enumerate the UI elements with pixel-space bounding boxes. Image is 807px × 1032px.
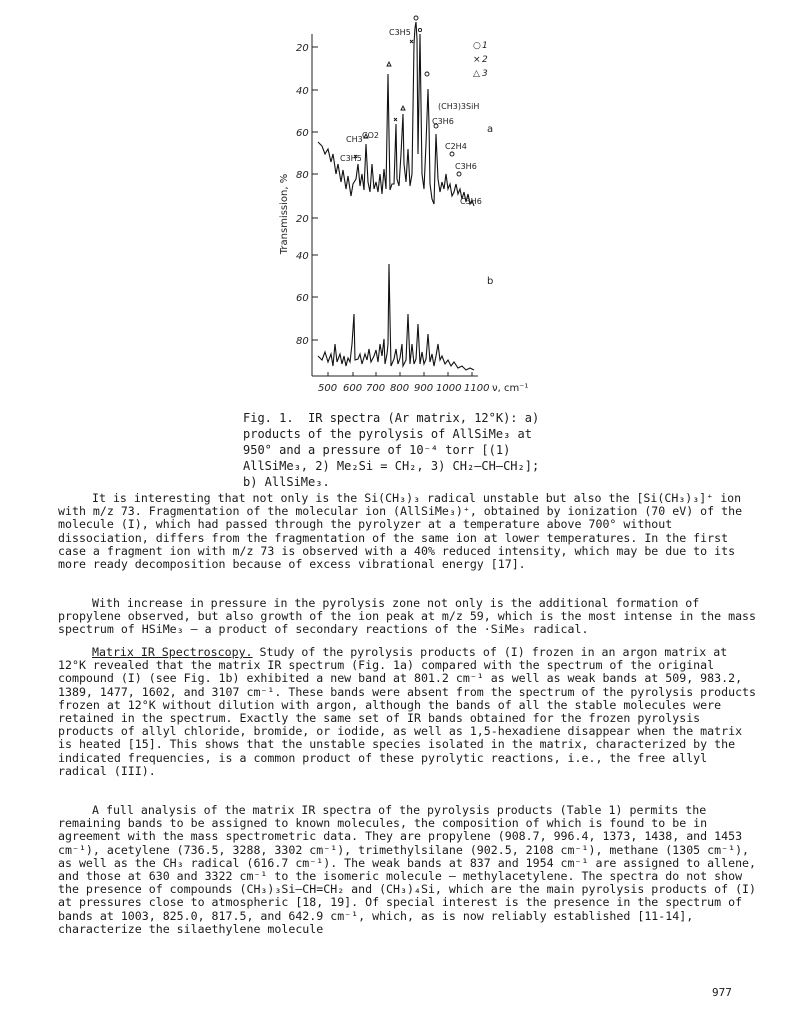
paragraph-2 [58, 597, 758, 637]
legend [473, 41, 488, 79]
paragraph-text: It is interesting that not only is the Si(CH₃)₃ radical unstable but also the [Si(CH₃)₃]⁺ ion with m/z 73. Fragmentation of the molecular ion (AllSiMe₃)⁺, obtained by ionization (70 eV) of the molecule (I), which had passed through the pyrolyzer at a temperature above 700° without dissociation, differs from the fragmentation of the same ion at lower temperatures. In the first case a fragment ion with m/z 73 is observed with a 40% reduced intensity, which may be due to its more ready decomposition because of excess vibrational energy [17]. [58, 491, 743, 572]
x-axis-unit: ν, cm⁻¹ [492, 383, 529, 394]
species-label: C3H6 [455, 162, 477, 171]
ir-spectra-figure [270, 14, 600, 406]
paragraph-4 [58, 804, 758, 936]
y-ticks [312, 47, 318, 340]
paragraph-text: A full analysis of the matrix IR spectra of the pyrolysis products (Table 1) permits the remaining bands to be assigned to known molecules, the composition of which is found to be in agreement with the mass spectrometric data. They are propylene (908.7, 996.4, 1373, 1438, and 1453 cm⁻¹), acetylene (736.5, 3288, 3302 cm⁻¹), trimethylsilane (902.5, 2108 cm⁻¹), methane (1305 cm⁻¹), as well as the CH₃ radical (616.7 cm⁻¹). The weak bands at 837 and 1954 cm⁻¹ are assigned to allene, and those at 630 and 3322 cm⁻¹ to the isomeric molecule — methylacetylene. The spectra do not show the presence of compounds (CH₃)₃Si—CH=CH₂ and (CH₃)₄Si, which are the main pyrolysis products of (I) at pressures close to atmospheric [18, 19]. Of special interest is the presence in the spectrum of bands at 1003, 825.0, 817.5, and 642.9 cm⁻¹, which, as is now reliably established [11-14], characterize the silaethylene molecule [58, 803, 757, 936]
legend-label: 2 [482, 55, 488, 65]
legend-label: 3 [482, 69, 488, 79]
tick-b-20: 20 [296, 214, 309, 225]
caption-line: 950° and a pressure of 10⁻⁴ torr [(1) [243, 443, 511, 457]
panel-b-letter: b [487, 276, 494, 287]
caption-line: Fig. 1. IR spectra (Ar matrix, 12°K): a) [243, 411, 540, 425]
species-label: C2H4 [445, 142, 467, 151]
page-number: 977 [712, 986, 732, 999]
x-tick-label: 1100 [464, 383, 490, 394]
caption-line: products of the pyrolysis of AllSiMe₃ at [243, 427, 532, 441]
paragraph-text: With increase in pressure in the pyrolysis zone not only is the additional formation of propylene observed, but also growth of the ion peak at m/z 59, which is the most intense in the mass spectrum of HSiMe₃ — a product of secondary reactions of the ·SiMe₃ radical. [58, 596, 757, 637]
tick-a-60: 60 [296, 128, 309, 139]
tick-a-80: 80 [296, 170, 309, 181]
species-label: C3H5 [389, 28, 411, 37]
species-label: C3H6 [460, 197, 482, 206]
x-tick-label: 800 [390, 383, 410, 394]
paragraph-body: Study of the pyrolysis products of (I) frozen in an argon matrix at 12°K revealed that the matrix IR spectrum (Fig. 1a) compared with the spectrum of the original compound (I) (see Fig. 1b) exhibited a new band at 801.2 cm⁻¹ as well as weak bands at 509, 983.2, 1389, 1477, 1602, and 3107 cm⁻¹. These bands were absent from the spectrum of the pyrolysis products frozen at 12°K without dilution with argon, although the bands of all the stable molecules were retained in the spectrum. Exactly the same set of IR bands obtained for the frozen pyrolysis products of allyl chloride, bromide, or iodide, as well as 1,5-hexadiene disappear when the matrix is heated [15]. This shows that the unstable species isolated in the matrix, characterized by the indicated frequencies, is a common product of these pyrolytic reactions, i.e., the free allyl radical (III). [58, 645, 757, 778]
x-tick-label: 700 [366, 383, 386, 394]
species-label: C3H6 [432, 117, 454, 126]
x-tick-label: 500 [318, 383, 338, 394]
legend-symbol: ○ [473, 41, 481, 51]
tick-a-20: 20 [296, 43, 309, 54]
species-label: CH3 [346, 135, 363, 144]
spectrum-a-curve [318, 22, 474, 206]
spectrum-b-curve [318, 264, 474, 370]
paragraph-3 [58, 646, 758, 778]
x-ticks [328, 372, 472, 376]
y-axis-label: Transmission, % [279, 173, 290, 255]
panel-a-letter: a [487, 124, 494, 135]
tick-b-60: 60 [296, 293, 309, 304]
paragraph-1 [58, 492, 758, 571]
caption-line: b) AllSiMe₃. [243, 475, 330, 489]
x-tick-label: 1000 [436, 383, 462, 394]
species-label: CO2 [362, 131, 379, 140]
tick-b-40: 40 [296, 251, 309, 262]
x-tick-label: 900 [414, 383, 434, 394]
tick-a-40: 40 [296, 86, 309, 97]
figure-caption [243, 410, 573, 490]
caption-line: AllSiMe₃, 2) Me₂Si = CH₂, 3) CH₂—CH—CH₂]; [243, 459, 540, 473]
legend-label: 1 [482, 41, 488, 51]
tick-b-80: 80 [296, 336, 309, 347]
x-tick-label: 600 [343, 383, 363, 394]
species-label: (CH3)3SiH [438, 102, 480, 111]
legend-symbol: × [473, 55, 481, 65]
section-heading: Matrix IR Spectroscopy. [92, 645, 253, 659]
legend-symbol: △ [473, 69, 480, 79]
species-label: C3H5 [340, 154, 362, 163]
paragraph-text [58, 646, 758, 778]
